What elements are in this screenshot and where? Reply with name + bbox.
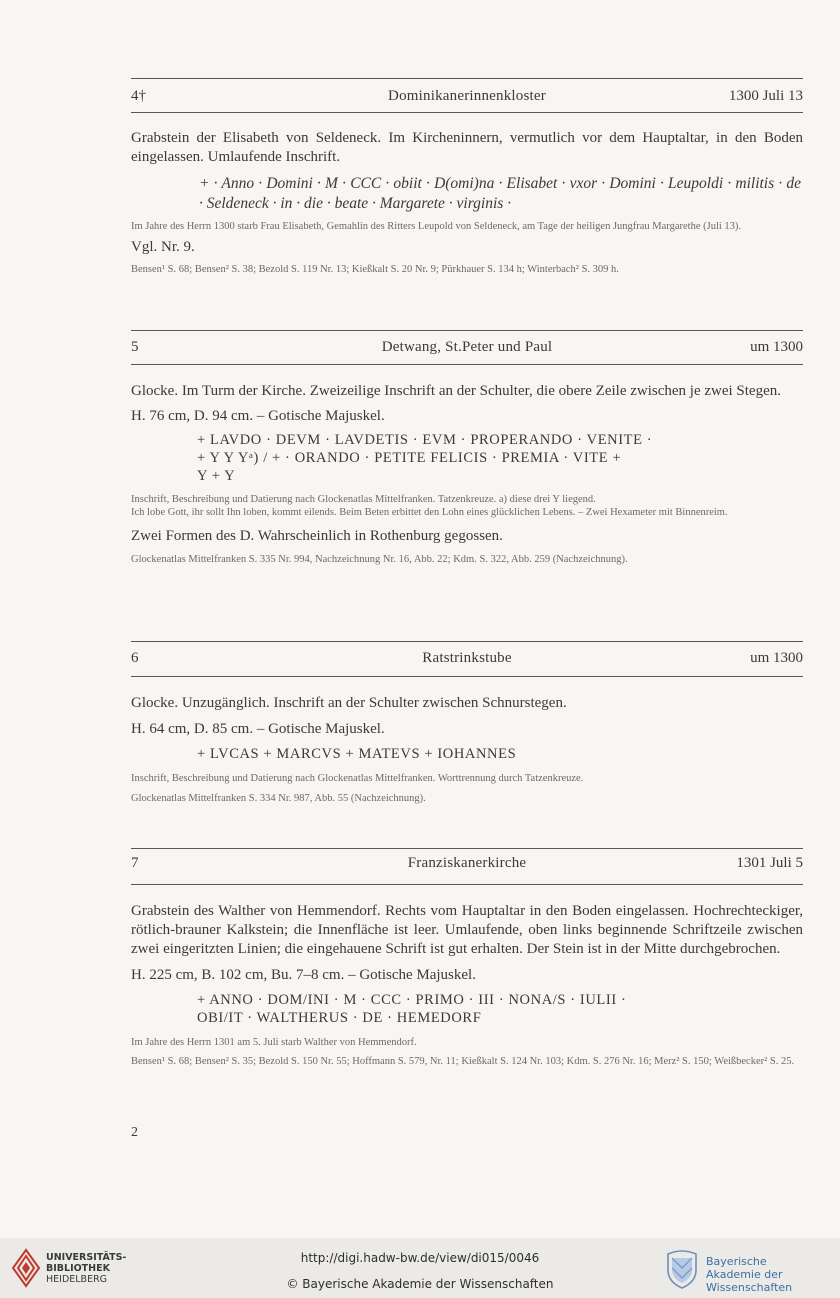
logo-line: HEIDELBERG [46, 1274, 108, 1285]
bibliography: Bensen¹ S. 68; Bensen² S. 38; Bezold S. 119 Nr. 13; Kießkalt S. 20 Nr. 9; Pürkhauer S. 134 h; Winterbach² S. 309 h. [131, 263, 619, 275]
header-rule-top [131, 78, 803, 79]
entry-description: Glocke. Im Turm der Kirche. Zweizeilige Inschrift an der Schulter, die obere Zeile zwischen je zwei Stegen. [131, 383, 782, 399]
header-rule-top [131, 848, 803, 849]
inscription-notes: Inschrift, Beschreibung und Datierung nach Glockenatlas Mittelfranken. Tatzenkreuze. a) diese drei Y liegend. [131, 494, 596, 505]
translation-text: Im Jahre des Herrn 1300 starb Frau Elisabeth, Gemahlin des Ritters Leupold von Seldeneck, am Tage der heiligen Jungfrau Margarethe (Juli 13). [131, 221, 742, 232]
entry-date: um 1300 [750, 339, 803, 355]
bavarian-crest-icon [662, 1246, 702, 1290]
entry-header [131, 339, 803, 361]
inscription-block [131, 991, 803, 1027]
entry-description: Grabstein der Elisabeth von Seldeneck. Im Kircheninnern, vermutlich vor dem Hauptaltar, in den Boden eingelassen. Umlaufende Inschrift. [131, 130, 803, 165]
translation-text: Im Jahre des Herrn 1301 am 5. Juli starb Walther von Hemmendorf. [131, 1037, 417, 1048]
copyright-notice: © Bayerische Akademie der Wissenschaften [286, 1277, 554, 1291]
inscription-block [131, 431, 803, 485]
entry-number: 6 [131, 650, 139, 666]
bibliography: Bensen¹ S. 68; Bensen² S. 35; Bezold S. 150 Nr. 55; Hoffmann S. 579, Nr. 11; Kießkalt S. 124 Nr. 103; Kdm. S. 276 Nr. 16; Merz² S. 150; Weißbecker² S. 25. [131, 1056, 795, 1067]
entry-body [131, 902, 803, 1069]
entry-location: Franziskanerkirche [407, 855, 527, 871]
entry-description: Grabstein des Walther von Hemmendorf. Rechts vom Hauptaltar in den Boden eingelassen. Hochrechteckiger, rötlich-brauner Kalkstein; die Innenfläche ist leer. Umlaufende, oben links beginnende Schriftzeile zwischen zwei eingeritzten Linien; die eingehauene Schrift ist gut erhalten. Der Stein ist in der Mitte durchgebrochen. [131, 903, 803, 957]
bibliography: Glockenatlas Mittelfranken S. 335 Nr. 994, Nachzeichnung Nr. 16, Abb. 22; Kdm. S. 322, Abb. 259 (Nachzeichnung). [131, 554, 628, 565]
entry-number: 4† [131, 88, 146, 104]
inscription-line: + LVCAS + MARCVS + MATEVS + IOHANNES [197, 746, 517, 762]
header-rule-top [131, 330, 803, 331]
entry-body [131, 382, 803, 567]
viewer-footer [0, 1238, 840, 1298]
inscription-line: + ANNO · DOM/INI · M · CCC · PRIMO · III · NONA/S · IULII · [197, 992, 627, 1008]
entry-body [131, 129, 803, 277]
entry-location: Ratstrinkstube [422, 650, 512, 666]
entry-number: 5 [131, 339, 139, 355]
entry-number: 7 [131, 855, 139, 871]
inscription-text: + · Anno · Domini · M · CCC · obiit · D(omi)na · Elisabet · vxor · Domini · Leupoldi · militis · de · Seldeneck · in · die · beate · Margarete · virginis · [199, 175, 801, 212]
header-rule-bottom [131, 364, 803, 365]
entry-date: um 1300 [750, 650, 803, 666]
header-rule-bottom [131, 112, 803, 113]
inscription-line: + Y Y Yᵃ) / + · ORANDO · PETITE FELICIS · PREMIA · VITE + [197, 450, 622, 466]
permalink-url[interactable]: http://digi.hadw-bw.de/view/di015/0046 [300, 1251, 540, 1265]
academy-name [706, 1255, 840, 1294]
logo-line: UNIVERSITÄTS- [46, 1252, 127, 1263]
entry-location: Detwang, St.Peter und Paul [381, 339, 553, 355]
page-number: 2 [131, 1125, 138, 1140]
logo-line: Akademie der Wissenschaften [706, 1268, 793, 1294]
entry-date: 1301 Juli 5 [736, 855, 803, 871]
entry-header [131, 650, 803, 672]
bibliography: Glockenatlas Mittelfranken S. 334 Nr. 987, Abb. 55 (Nachzeichnung). [131, 793, 426, 804]
header-rule-bottom [131, 884, 803, 885]
inscription-line: Y + Y [197, 468, 236, 484]
cross-reference: Vgl. Nr. 9. [131, 238, 195, 255]
entry-header [131, 88, 803, 110]
entry-date: 1300 Juli 13 [728, 88, 803, 104]
entry-description: Glocke. Unzugänglich. Inschrift an der Schulter zwischen Schnurstegen. [131, 695, 567, 711]
inscription-notes: Inschrift, Beschreibung und Datierung nach Glockenatlas Mittelfranken. Worttrennung durch Tatzenkreuze. [131, 773, 584, 784]
commentary: Zwei Formen des D. Wahrscheinlich in Rothenburg gegossen. [131, 528, 503, 544]
header-rule-top [131, 641, 803, 642]
header-rule-bottom [131, 676, 803, 677]
inscription-block [131, 745, 803, 763]
entry-header [131, 855, 803, 877]
academy-logo[interactable] [662, 1246, 702, 1290]
logo-line: BIBLIOTHEK [46, 1263, 110, 1274]
entry-dimensions: H. 225 cm, B. 102 cm, Bu. 7–8 cm. – Gotische Majuskel. [131, 967, 476, 983]
entry-body [131, 694, 803, 806]
inscription-line: OBI/IT · WALTHERUS · DE · HEMEDORF [197, 1010, 482, 1026]
entry-location: Dominikanerinnenkloster [388, 88, 546, 104]
logo-line: Bayerische [706, 1255, 767, 1268]
translation-text: Ich lobe Gott, ihr sollt Ihn loben, kommt eilends. Beim Beten erbittet den Lohn eines glücklichen Lebens. – Zwei Hexameter mit Binnenreim. [131, 507, 728, 518]
entry-dimensions: H. 76 cm, D. 94 cm. – Gotische Majuskel. [131, 408, 385, 424]
entry-dimensions: H. 64 cm, D. 85 cm. – Gotische Majuskel. [131, 721, 385, 737]
inscription-line: + LAVDO · DEVM · LAVDETIS · EVM · PROPERANDO · VENITE · [197, 432, 653, 448]
